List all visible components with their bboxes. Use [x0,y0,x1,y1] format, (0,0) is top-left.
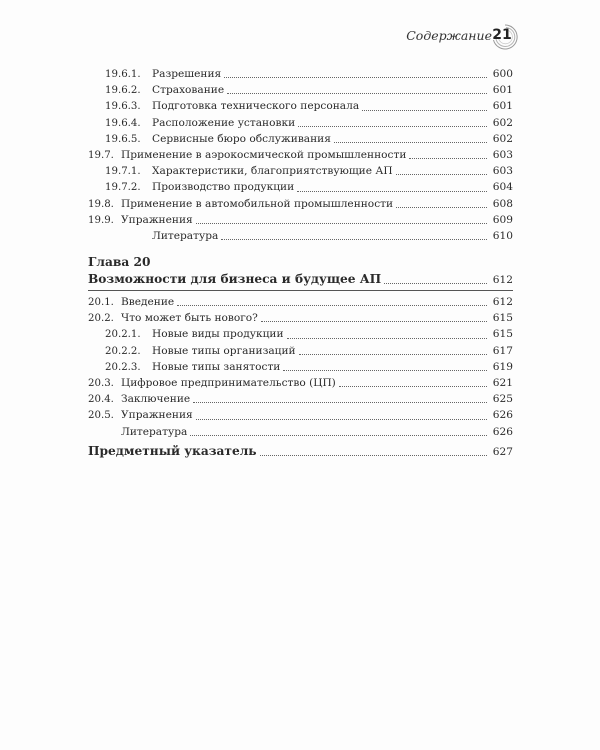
leader-dots [334,141,487,143]
leader-dots [261,320,487,322]
toc-entry[interactable] [88,98,513,114]
leader-dots [362,109,487,111]
toc-entry-number: 19.7.1. [105,166,141,178]
chapter-heading [88,254,513,291]
leader-dots [196,418,487,420]
toc-entry-page: 626 [492,409,513,422]
toc-entry[interactable] [88,163,513,179]
toc-entry-page: 615 [492,328,513,341]
toc-entry-number: 19.6.5. [105,133,141,145]
toc-entry-title: Литература [121,425,188,438]
toc-entry-page: 601 [492,100,513,113]
toc-entry[interactable] [88,310,513,326]
leader-dots [384,282,487,284]
toc-entry-title: Заключение [121,393,191,406]
toc-entry-page: 615 [492,312,513,325]
toc-entry-title: Расположение установки [152,116,296,129]
toc-entry[interactable] [88,131,513,147]
toc-entry-page: 619 [492,360,513,373]
chapter-title: Возможности для бизнеса и будущее АП [88,272,382,287]
leader-dots [224,76,487,78]
toc-entry-number: 19.6.1. [105,69,141,80]
toc-entry[interactable] [88,196,513,212]
index-row[interactable] [88,442,513,460]
toc-entry-page: 626 [492,425,513,438]
toc-entry-title: Литература [152,229,219,242]
page-number-badge [490,22,520,52]
leader-dots [260,454,487,456]
toc-entry[interactable] [88,326,513,342]
toc-entry-title: Применение в автомобильной промышленности [121,197,394,210]
toc-entry-number: 20.2.1. [105,329,141,341]
toc-entry[interactable] [88,407,513,423]
toc-entry-title: Производство продукции [152,181,295,194]
toc-entry-page: 625 [492,393,513,406]
toc-entry[interactable] [88,147,513,163]
toc-entry-title: Что может быть нового? [121,312,258,325]
toc-entry-page: 608 [492,197,513,210]
leader-dots [227,92,487,94]
index-title: Предметный указатель [88,443,257,458]
toc-entry-number: 19.8. [88,198,114,210]
toc-list-chapter-19 [88,66,513,244]
toc-list-chapter-20 [88,294,513,440]
toc-entry[interactable] [88,82,513,98]
toc-entry-number: 20.3. [88,378,114,389]
toc-entry[interactable] [88,115,513,131]
toc-entry-title: Упражнения [121,409,193,422]
toc-entry-number: 19.6.4. [105,117,141,129]
leader-dots [177,304,487,306]
toc-entry-number: 20.2. [88,313,114,325]
leader-dots [196,222,487,224]
toc-entry[interactable] [88,66,513,82]
toc-entry-title: Страхование [152,84,225,97]
leader-dots [298,125,487,127]
header-title: Содержание [406,28,492,43]
toc-entry-page: 603 [492,165,513,178]
toc-entry-page: 603 [492,148,513,161]
chapter-title-row[interactable] [88,270,513,288]
leader-dots [409,157,487,159]
chapter-label: Глава 20 [88,255,151,270]
toc-entry-title: Применение в аэрокосмической промышленности [121,148,407,161]
toc-entry-title: Новые типы занятости [152,360,281,373]
toc-entry-title: Сервисные бюро обслуживания [152,132,331,145]
leader-dots [287,337,487,339]
leader-dots [396,206,487,208]
toc-entry-number: 20.5. [88,410,114,422]
toc-entry-title: Цифровое предпринимательство (ЦП) [121,377,336,389]
toc-entry[interactable] [88,212,513,228]
toc-entry-title: Характеристики, благоприятствующие АП [152,165,393,178]
leader-dots [190,434,487,436]
toc-entry-title: Подготовка технического персонала [152,100,360,113]
toc-entry-title: Новые типы организаций [152,344,296,357]
toc-entry-title: Введение [121,296,175,309]
toc-entry[interactable] [88,359,513,375]
leader-dots [283,369,487,371]
toc-entry-page: 600 [492,68,513,80]
toc-entry[interactable] [88,424,513,440]
toc-entry[interactable] [88,375,513,391]
toc-entry-title: Разрешения [152,68,222,80]
toc-entry-number: 19.7. [88,149,114,161]
toc-entry[interactable] [88,294,513,310]
leader-dots [193,401,487,403]
toc-entry[interactable] [88,228,513,244]
toc-entry-title: Новые виды продукции [152,328,284,341]
chapter-divider [88,290,513,291]
toc-entry-number: 20.2.2. [105,345,141,357]
index-page: 627 [492,445,513,458]
toc-entry-number: 19.6.2. [105,85,141,97]
toc-entry-number: 20.4. [88,394,114,406]
toc-entry-number: 19.9. [88,214,114,226]
toc-entry[interactable] [88,343,513,359]
chapter-page: 612 [492,274,513,287]
toc-entry-number: 19.7.2. [105,182,141,194]
running-header [0,22,600,56]
toc-entry-number: 20.2.3. [105,361,141,373]
toc-entry-number: 19.6.3. [105,101,141,113]
toc-entry[interactable] [88,179,513,195]
toc-entry-page: 604 [492,181,513,194]
toc-entry-title: Упражнения [121,213,193,226]
toc-entry-page: 602 [492,116,513,129]
toc-entry[interactable] [88,391,513,407]
leader-dots [396,173,487,175]
leader-dots [339,385,487,387]
toc-entry-page: 610 [492,229,513,242]
toc-entry-page: 612 [492,296,513,309]
leader-dots [297,190,487,192]
toc-entry-page: 609 [492,213,513,226]
leader-dots [221,238,487,240]
leader-dots [299,353,487,355]
toc-entry-page: 617 [492,344,513,357]
toc-entry-page: 621 [492,377,513,389]
table-of-contents [88,66,513,460]
page-number: 21 [492,27,512,43]
toc-entry-page: 601 [492,84,513,97]
toc-entry-number: 20.1. [88,297,114,309]
toc-entry-page: 602 [492,132,513,145]
